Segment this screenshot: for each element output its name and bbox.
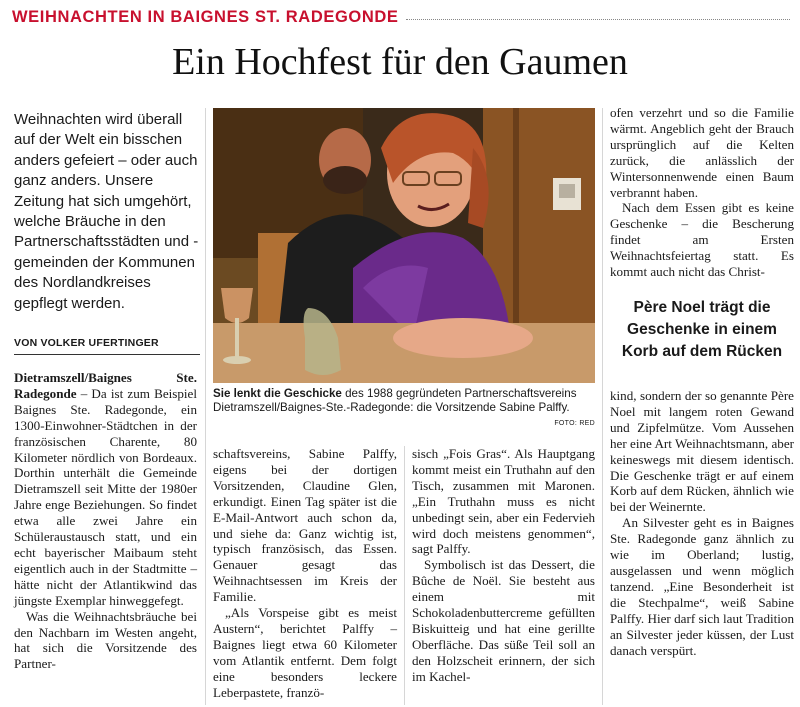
column-divider — [205, 108, 206, 705]
paragraph: ofen verzehrt und so die Familie wärmt. Angeblich geht der Brauch ursprünglich auf die Kelten zurück, die anlässlich der Wintersonnenwende einen Baum verbrannt haben. — [610, 105, 794, 200]
dateline: Dietramszell/Baignes Ste. Radegonde — [14, 370, 197, 401]
section-kicker — [12, 6, 790, 28]
caption-text: des 1988 gegründeten Partnerschaftsvereins Dietramszell/Baignes-Ste.-Radegonde: die Vorsitzende Sabine Palffy. — [213, 387, 577, 415]
paragraph: Nach dem Essen gibt es keine Geschenke – die Bescherung findet am Ersten Weihnachtsfeiertag statt. Es kommt auch nicht das Christ- — [610, 200, 794, 280]
kicker-rule — [406, 19, 790, 20]
photo-caption — [213, 387, 595, 416]
pull-quote: Père Noel trägt die Geschenke in einem Korb auf dem Rücken — [621, 299, 783, 360]
photo-credit: FOTO: RED — [554, 420, 595, 427]
paragraph: Was die Weihnachtsbräuche bei den Nachbarn im Westen angeht, hat sich die Vorsitzende des Partner- — [14, 608, 197, 672]
headline: Ein Hochfest für den Gaumen — [172, 41, 628, 83]
column-divider — [602, 108, 603, 705]
paragraph: schaftsvereins, Sabine Palffy, eigens bei der dortigen Vorsitzenden, Claudine Glen, erkundigt. Einen Tag später ist die E-Mail-Antwort auch schon da, und siehe da: Ganz wichtig ist, typisch französisch, das Essen. Genauer gesagt das Weihnachtsessen im Kreis der Familie. — [213, 446, 397, 605]
paragraph-text: – Da ist zum Beispiel Baignes Ste. Radegonde, ein 1300-Einwohner-Städtchen in der französischen Charente, 80 Kilometer nördlich von Bordeaux. Dorthin unterhält die Gemeinde Dietramszell seit Mitte der 1980er Jahre enge Beziehungen. So findet etwa alle zwei Jahre ein Schüleraustausch statt, und ein echt bayerischer Maibaum steht eigentlich auch in der Stadtmitte – hätte nicht der Atlantikwind das jüngste Exemplar hinweggefegt. — [14, 385, 197, 608]
article-column-4-top — [610, 105, 794, 280]
paragraph: kind, sondern der so genannte Père Noel mit langem roten Gewand und Zipfelmütze. Vom Aussehen her eine Art Weihnachtsmann, aber keineswegs mit diesem identisch. Die Geschenke trägt er auf einem Korb auf dem Rücken, ähnlich wie bei der Weinernte. — [610, 388, 794, 515]
paragraph: Symbolisch ist das Dessert, die Bûche de Noël. Sie besteht aus einem mit Schokoladenbuttercreme gefüllten Biskuitteig und hat eine gerillte Oberfläche. Das süße Teil soll an den Holzscheit erinnern, der sich im Kachel- — [412, 557, 595, 684]
photo-illustration — [213, 108, 595, 383]
teaser: Weihnachten wird überall auf der Welt ein bisschen anders gefeiert – oder auch ganz anders. Unsere Zeitung hat sich umgehört, welche Bräuche in den Partnerschaftsstädten und -gemeinden der Kommunen des Nordlandkreises gepflegt werden. — [14, 111, 199, 312]
caption-lead: Sie lenkt die Geschicke — [213, 387, 342, 400]
paragraph — [14, 370, 197, 609]
paragraph: An Silvester geht es in Baignes Ste. Radegonde ganz ähnlich zu wie im Oberland; lustig, ausgelassen und wenn möglich tanzend. „Eine Besonderheit ist die Stechpalme“, weiß Sabine Palffy. Hier darf sich laut Tradition an Silvester jeder küssen, der Lust danach verspürt. — [610, 515, 794, 658]
byline: VON VOLKER UFERTINGER — [14, 337, 200, 355]
column-divider — [404, 446, 405, 705]
paragraph: „Als Vorspeise gibt es meist Austern“, berichtet Palffy – Baignes liegt etwa 60 Kilometer vom Atlantik entfernt. Dem folgt eine besonders leckere Leberpastete, franzö- — [213, 605, 397, 700]
article-photo — [213, 108, 595, 383]
paragraph: sisch „Fois Gras“. Als Hauptgang kommt meist ein Truthahn auf den Tisch, zusammen mit Maronen. „Ein Truthahn muss es nicht unbedingt sein, aber ein Federvieh wird doch meistens genommen“, sagt Palffy. — [412, 446, 595, 557]
kicker-text: WEIHNACHTEN IN BAIGNES ST. RADEGONDE — [12, 7, 399, 26]
article-column-3 — [412, 446, 595, 685]
article-column-2 — [213, 446, 397, 701]
article-column-1 — [14, 370, 197, 672]
article-column-4-bottom — [610, 388, 794, 658]
